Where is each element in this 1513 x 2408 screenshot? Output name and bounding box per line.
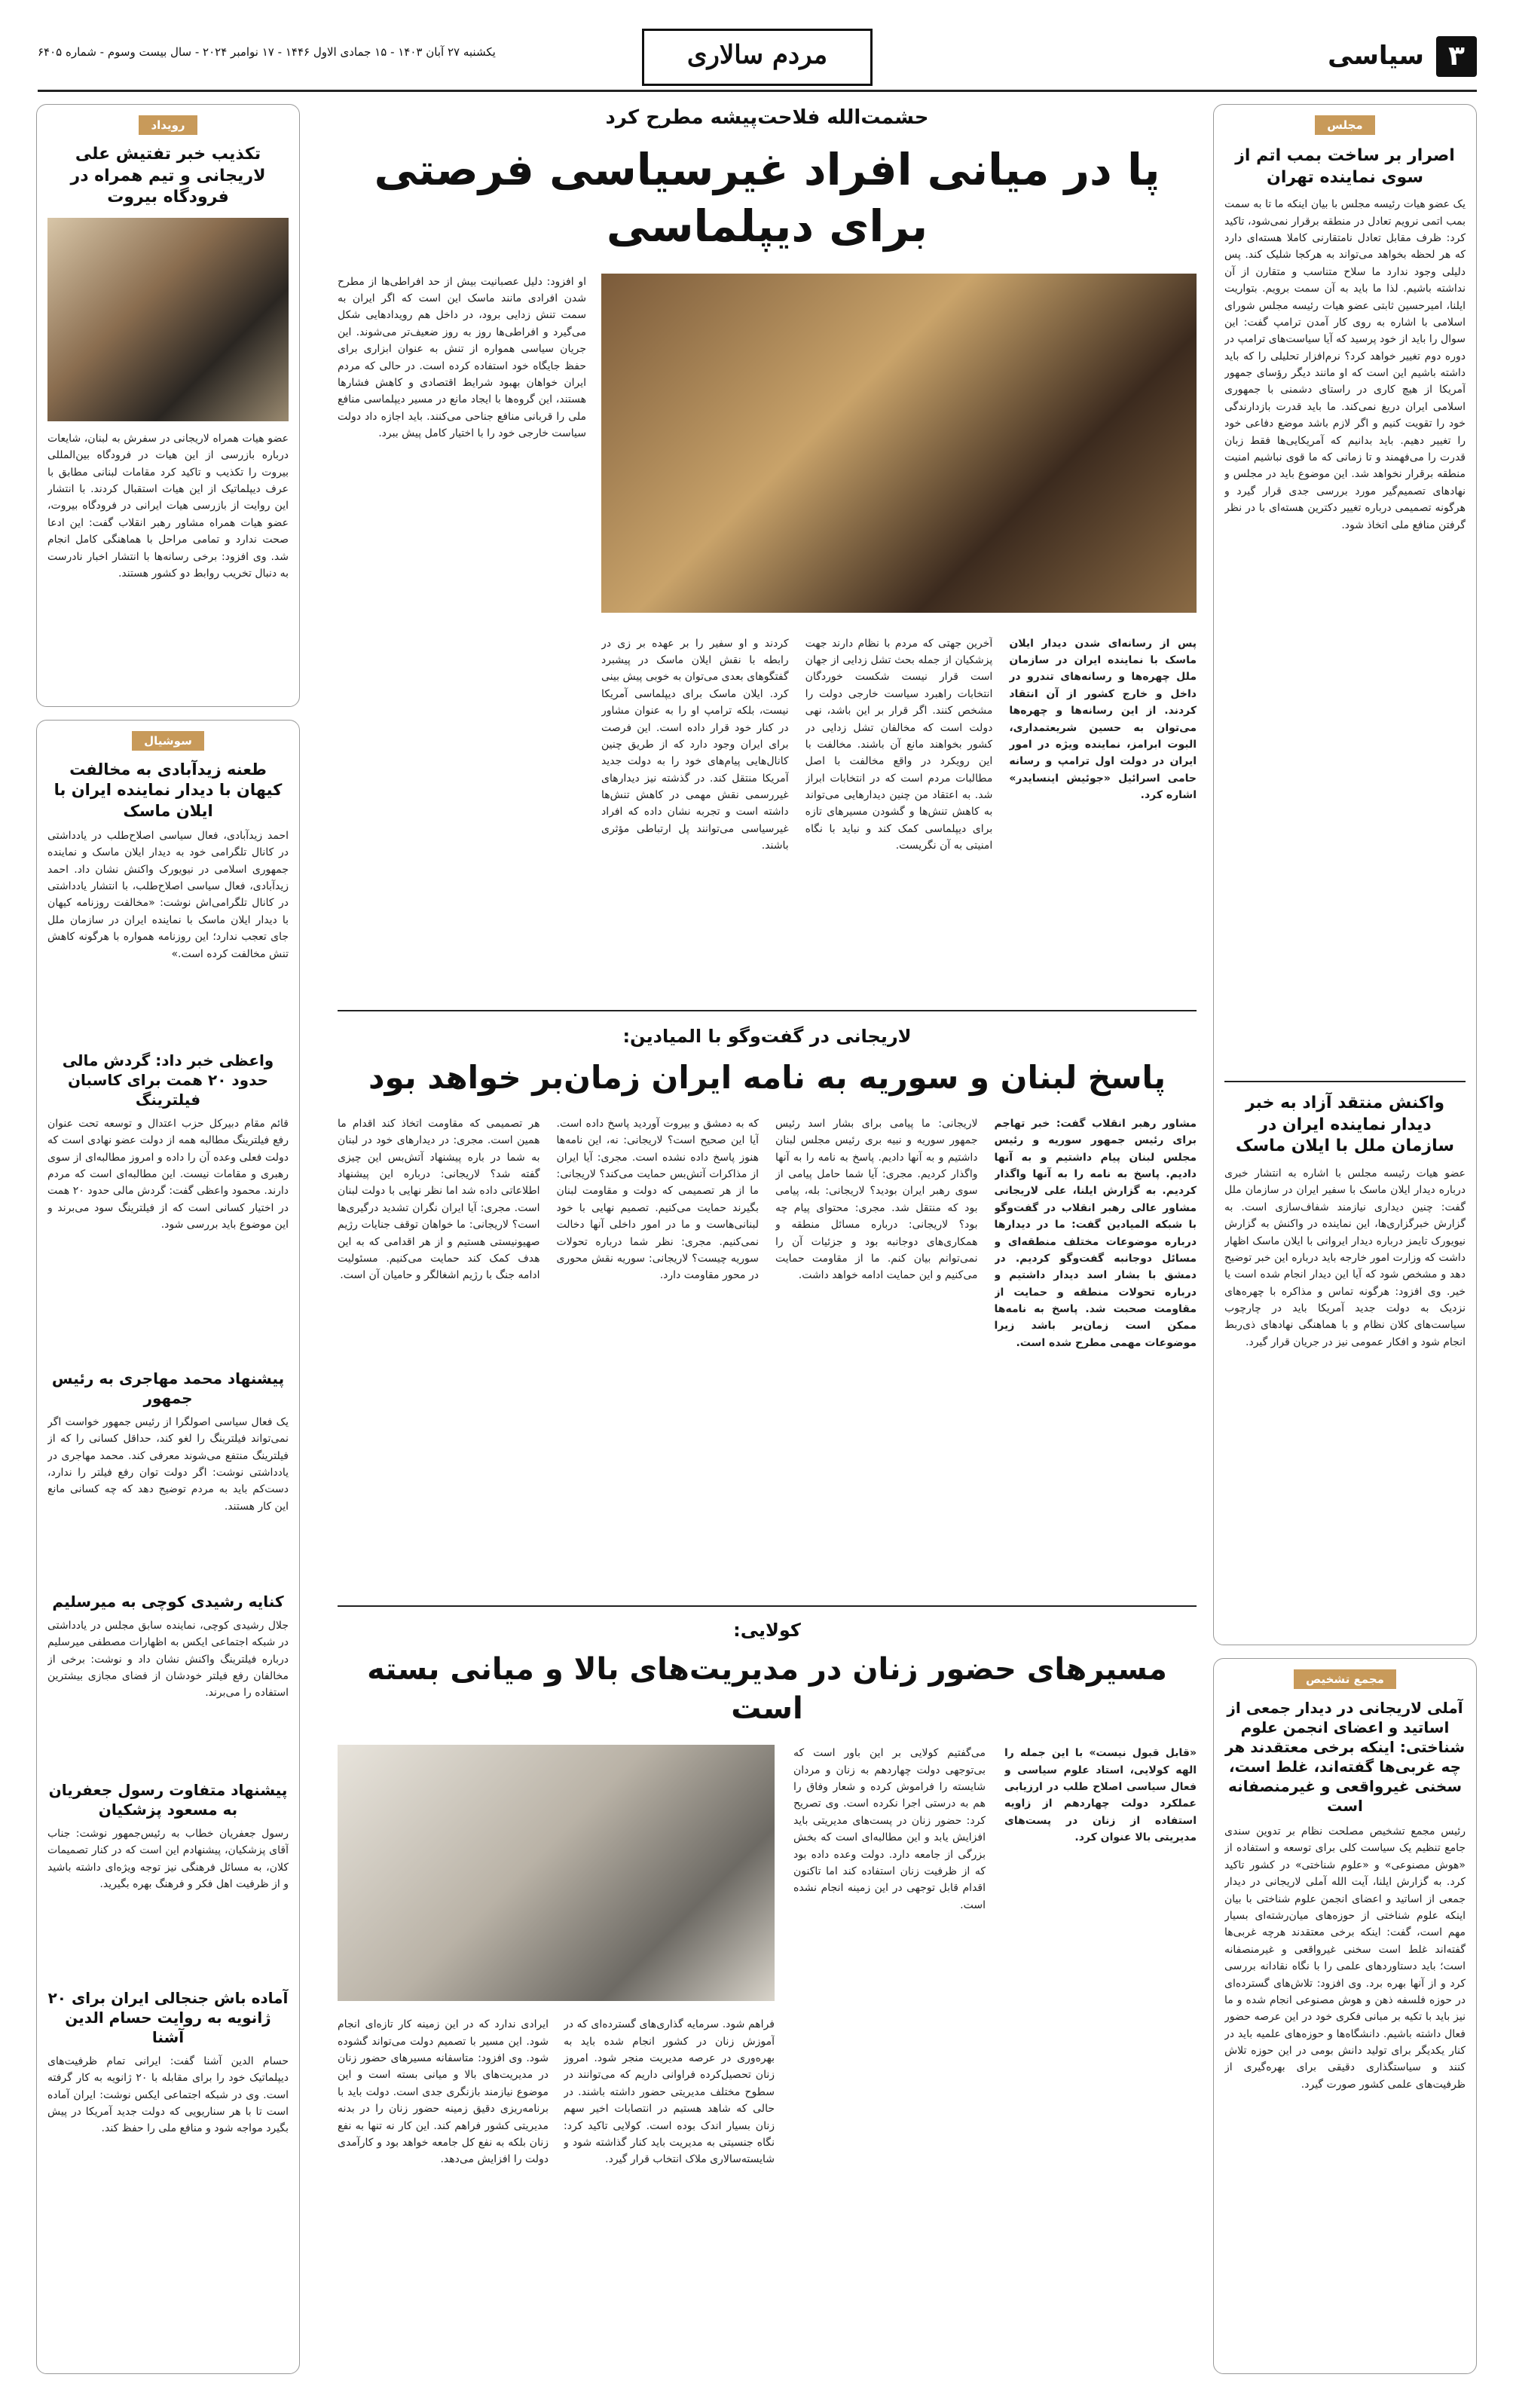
article-title: تکذیب خبر تفتیش علی لاریجانی و تیم همراه در فرودگاه بیروت (70, 145, 266, 207)
article-body: رئیس مجمع تشخیص مصلحت نظام بر تدوین سندی جامع تنظیم یک سیاست کلی برای توسعه و استفاده از «هوش مصنوعی» و «علوم شناختی» در کشور تاکید کرد. به گزارش ایلنا، آیت الله آملی لاریجانی در دیدار جمعی از اساتید و اعضای انجمن علوم شناختی با بیان اینکه علوم شناختی از حوزه‌های میان‌رشته‌ای بسیار مهم است، گفت: اینکه برخی معتقدند هرچه غربی‌ها گفته‌اند غلط است سخنی غیرواقعی و غیرمنصفانه است؛ باید دستاوردهای علمی را با نگاه نقادانه بررسی کرد و از آنها بهره برد. وی افزود: تلاش‌های گسترده‌ای در حوزه فلسفه ذهن و هوش مصنوعی انجام شده و ما نیز باید با تکیه بر مبانی فکری خود در این عرصه حضور فعال داشته باشیم. دانشگاه‌ها و حوزه‌های علمیه باید در کنار یکدیگر برای تولید دانش بومی در این حوزه تلاش کنند و سیاستگذاری دقیقی برای بهره‌گیری از ظرفیت‌های علمی کشور صورت گیرد. (1224, 1825, 1466, 2091)
article-body: عضو هیات همراه لاریجانی در سفرش به لبنان، شایعات درباره بازرسی از این هیات در فرودگاه بین‌المللی بیروت را تکذیب و تاکید کرد مقامات لبنانی مطابق با عرف دیپلماتیک از این هیات استقبال کردند. با انتشار این روایت از بازرسی هیات ایرانی در فرودگاه بیروت، عضو هیات همراه مشاور رهبر انقلاب گفت: این ادعا صحت ندارد و تمامی مراحل با هماهنگی کامل انجام شد. وی افزود: برخی رسانه‌ها با انتشار اخبار نادرست به دنبال تخریب روابط دو کشور هستند. (47, 432, 289, 580)
story-column: هر تصمیمی که مقاومت اتخاذ کند اقدام ما همین است. مجری: در دیدارهای خود در لبنان به شما در باره پیشنهاد آتش‌بس این چیزی گفته شد؟ لاریجانی: درباره این پیشنهاد اطلاعاتی داده شد اما نظر نهایی با دولت لبنان است. مجری: آیا ایران نگران تشدید درگیری‌ها است؟ لاریجانی: ما خواهان توقف جنایات رژیم صهیونیستی هستیم و از هر اقدامی که به این هدف کمک کند حمایت می‌کنیم. مسئولیت ادامه جنگ با رژیم اشغالگر و حامیان آن است. (338, 1117, 540, 1282)
story-headline: پاسخ لبنان و سوریه به نامه ایران زمان‌بر خواهد بود (368, 1059, 1166, 1097)
article-title: اصرار بر ساخت بمب اتم از سوی نماینده تهران (1235, 146, 1455, 187)
section-name: سیاسی (1328, 41, 1424, 71)
story-headline: پا در میانی افراد غیرسیاسی فرصتی برای دیپلماسی (374, 143, 1160, 252)
right-column-box (1213, 104, 1477, 1645)
mid-story (338, 1010, 1197, 1598)
story-kicker: حشمت‌الله فلاحت‌پیشه مطرح کرد (605, 106, 929, 129)
story-headline: مسیرهای حضور زنان در مدیریت‌های بالا و میانی بسته است (367, 1652, 1167, 1727)
page-number: ۳ (1436, 36, 1477, 77)
story-lead: پس از رسانه‌ای شدن دیدار ایلان ماسک با نماینده ایران در سازمان ملل چهره‌ها و رسانه‌های تندرو در داخل و خارج کشور از آن انتقاد کردند. از این رسانه‌ها و چهره‌ها می‌توان به حسین شریعتمداری، البوت ابرامز، نماینده ویژه در امور ایران در دولت اول ترامپ و رسانه حامی اسرائیل «جوئیش اینسایدر» اشاره کرد. (1009, 637, 1197, 802)
story-lead: «قابل قبول نیست» با این جمله را الهه کولایی، استاد علوم سیاسی و فعال سیاسی اصلاح طلب در ارزیابی عملکرد دولت چهاردهم از زاویه استفاده از زنان در پست‌های مدیریتی بالا عنوان کرد. (1004, 1747, 1197, 1844)
story-column: می‌گفتیم کولایی بر این باور است که بی‌توجهی دولت چهاردهم به زنان و مردان شایسته را فراموش کرده و شعار وفاق را هم به درستی اجرا نکرده است. وی تصریح کرد: حضور زنان در پست‌های مدیریتی باید افزایش یابد و این مطالبه‌ای است که بخش بزرگی از جامعه دارد. دولت وعده داده بود که از ظرفیت زنان استفاده کند اما تاکنون اقدام قابل توجهی در این زمینه انجام نشده است. (793, 1747, 986, 1911)
story-kicker: کولایی: (733, 1620, 801, 1641)
sub-title: کنایه رشیدی کوچی به میرسلیم (52, 1592, 284, 1611)
sub-body: حسام الدین آشنا گفت: ایرانی تمام ظرفیت‌های دیپلماتیک خود را برای مقابله با ۲۰ ژانویه به کار گرفته است. وی در شبکه اجتماعی ایکس نوشت: ایران آماده است تا با هر سناریویی که دولت جدید آمریکا در پیش بگیرد مواجه شود و منافع ملی را حفظ کند. (47, 2055, 289, 2135)
article-photo (47, 218, 289, 421)
sub-title: واعظی خبر داد: گردش مالی حدود ۲۰ همت برای کاسبان فیلترینگ (62, 1051, 274, 1109)
right-column-box-2 (1213, 1658, 1477, 2374)
story-column: فراهم شود. سرمایه گذاری‌های گسترده‌ای که در آموزش زنان در کشور انجام شده باید به بهره‌وری در عرصه مدیریت منجر شود. امروز زنان تحصیل‌کرده فراوانی داریم که می‌توانند در سطوح مختلف مدیریتی حضور داشته باشند. در حالی که شاهد هستیم در انتصابات اخیر سهم زنان بسیار اندک بوده است. کولایی تاکید کرد: نگاه جنسیتی به مدیریت باید کنار گذاشته شود و شایسته‌سالاری ملاک انتخاب قرار گیرد. (564, 2018, 775, 2166)
story-kicker: لاریجانی در گفت‌وگو با المیادین: (622, 1026, 912, 1047)
sub-body: رسول جعفریان خطاب به رئیس‌جمهور نوشت: جناب آقای پزشکیان، پیشنهادم این است که در کنار تصمیمات کلان، به مسائل فرهنگی نیز توجه ویژه‌ای داشته باشید و از ظرفیت اهل فکر و فرهنگ بهره بگیرید. (47, 1827, 289, 1891)
story-column: مشاور رهبر انقلاب گفت: خبر تهاجم برای رئیس جمهور سوریه و رئیس مجلس لبنان پیام داشتیم و به آنها دادیم. پاسخ به نامه را به آنها واگذار کردیم. به گزارش ایلنا، علی لاریجانی مشاور عالی رهبر انقلاب در گفت‌وگو با شبکه المیادین گفت: ما در دیدارها درباره موضوعات مختلف منطقه‌ای و مسائل دوجانبه گفت‌وگو کردیم. در دمشق با بشار اسد دیدار داشتیم و درباره تحولات منطقه و حمایت از مقاومت صحبت شد. پاسخ به نامه‌ها ممکن است زمان‌بر باشد زیرا موضوعات مهمی مطرح شده است. (994, 1117, 1197, 1349)
section-tag: مجلس (1315, 115, 1374, 135)
page-header (38, 23, 1477, 92)
story-photo (338, 1745, 775, 2001)
sub-title: پیشنهاد متفاوت رسول جعفریان به مسعود پزشکیان (48, 1780, 288, 1819)
article-title: آملی لاریجانی در دیدار جمعی از اساتید و اعضای انجمن علوم شناختی: اینکه برخی معتقدند هر چه غربی‌ها گفته‌اند، غلط است، سخنی غیرواقعی و غیرمنصفانه است (1224, 1699, 1466, 1815)
section-tag: رویداد (139, 115, 197, 135)
sub-body: جلال رشیدی کوچی، نماینده سابق مجلس در یادداشتی در شبکه اجتماعی ایکس به اظهارات مصطفی میرسلیم درباره فیلترینگ واکنش نشان داد و نوشت: برخی از مخالفان رفع فیلتر خودشان از فضای مجازی بیشترین استفاده را می‌برند. (47, 1619, 289, 1700)
sub-title: پیشنهاد محمد مهاجری به رئیس جمهور (51, 1369, 285, 1407)
story-column: آخرین جهتی که مردم با نظام دارند جهت پزشکیان از جمله بحث تشل زدایی از جهان است قرار نیست شکست خوردگان انتخابات راهبرد سیاست خارجی دولت را مشخص کنند. اگر قرار بر این باشد، نهی دولت است که مخالفان تشل زدایی در کشور بخواهند مانع آن باشند. مخالفت با این رویکرد در واقع مخالفت با اصل مطالبات مردم است که در انتخابات ابراز شد. به اعتقاد من چنین دیدارهایی می‌تواند به کاهش تنش‌ها و گشودن مسیرهای تازه برای دیپلماسی کمک کند و نباید با نگاه امنیتی به آن نگریست. (805, 637, 993, 852)
sub-title: آماده باش جنجالی ایران برای ۲۰ ژانویه به روایت حسام الدین آشنا (47, 1988, 289, 2046)
top-story (338, 106, 1197, 1002)
left-column-box (36, 104, 300, 707)
story-column: ایرادی ندارد که در این زمینه کار تازه‌ای انجام شود. این مسیر با تصمیم دولت می‌تواند گشوده شود. وی افزود: متاسفانه مسیرهای حضور زنان در مدیریت‌های بالا و میانی بسته است و این موضوع نیازمند بازنگری جدی است. دولت باید با برنامه‌ریزی دقیق زمینه حضور زنان را در بدنه مدیریتی کشور فراهم کند. این کار نه تنها به نفع زنان بلکه به نفع کل جامعه خواهد بود و کارآمدی دولت را افزایش می‌دهد. (338, 2018, 549, 2166)
article-body: یک عضو هیات رئیسه مجلس با بیان اینکه ما تا به سمت بمب اتمی نرویم تعادل در منطقه برقرار نمی‌شود، تاکید کرد: ظرف مقابل تعادل نامتقارنی کاملا هسته‌ای دارد که هر لحظه بخواهد می‌تواند به هرکجا شلیک کند. پس دلیلی وجود ندارد ما سلاح متناسب و متقارن از آن نداشته باشیم. لذا ما باید به آن سمت برویم. بتواریت ایلنا، امیرحسین ثابتی عضو هیات رئیسه مجلس شورای اسلامی با اشاره به روی کار آمدن ترامپ گفت: این سوال را باید از خود پرسید که آیا سیاست‌های ترامپ در دوره دوم تغییر خواهد کرد؟ نرم‌افزار تحلیلی را که باید داشته باشیم این است که او مانند دیگر رؤسای جمهور آمریکا از هیچ کاری در راستای دشمنی با جمهوری اسلامی ایران دریغ نمی‌کند. ما باید قدرت بازدارندگی خود را تقویت کنیم و اگر لازم باشد موضع دفاعی خود را تغییر دهیم. باید بدانیم که آمریکایی‌ها فقط زبان قدرت را می‌فهمند و تا زمانی که ما قوی نباشیم امنیت منطقه برقرار نخواهد شد. این موضوع باید در مجلس و نهادهای تصمیم‌گیر مورد بررسی جدی قرار گیرد و هرگونه تصمیمی درباره تغییر دکترین هسته‌ای با در نظر گرفتن منافع ملی اتخاذ شود. (1224, 198, 1466, 531)
section-tag: سوشیال (132, 731, 204, 751)
article-title: طعنه زیدآبادی به مخالفت کیهان با دیدار نماینده ایران با ایلان ماسک (53, 760, 283, 820)
sub-body: یک فعال سیاسی اصولگرا از رئیس جمهور خواست اگر نمی‌تواند فیلترینگ را لغو کند، حداقل کسانی را که از فیلترینگ منتفع می‌شوند معرفی کند. محمد مهاجری در یادداشتی نوشت: اگر دولت توان رفع فیلتر را ندارد، دست‌کم باید به مردم توضیح دهد که چه کسانی مانع این کار هستند. (47, 1415, 289, 1513)
article-body: عضو هیات رئیسه مجلس با اشاره به انتشار خبری درباره دیدار ایلان ماسک با سفیر ایران در سازمان ملل گفت: چنین دیداری نیازمند شفاف‌سازی است. به گزارش خبرگزاری‌ها، این نماینده در واکنش به گزارش نیویورک تایمز درباره دیدار ایروانی با ایلان ماسک اظهار داشت که وزارت امور خارجه باید درباره این خبر توضیح دهد و مشخص شود که آیا این دیدار انجام شده است یا خیر. وی افزود: هرگونه تماس و مذاکره با چهره‌های نزدیک به دولت جدید آمریکا باید در چارچوب سیاست‌های کلان نظام و با هماهنگی نهادهای ذی‌ربط انجام شود و افکار عمومی نیز در جریان قرار گیرد. (1224, 1167, 1466, 1348)
story-column: او افزود: دلیل عصبانیت بیش از حد افراطی‌ها از مطرح شدن افرادی مانند ماسک این است که اگر ایران به سمت تنش زدایی برود، در داخل هم رویدادهایی شکل می‌گیرد و افراطی‌ها روز به روز ضعیف‌تر می‌شوند. این جریان سیاسی همواره از تنش به عنوان ابزاری برای حفظ جایگاه خود استفاده کرده است. در حالی که مردم ایران خواهان بهبود شرایط اقتصادی و کاهش فشارها هستند، این گروه‌ها با ایجاد مانع در مسیر دیپلماسی منافع ملی را قربانی منافع جناحی می‌کنند. باید اجازه داد دولت سیاست خارجی خود را با اختیار کامل پیش ببرد. (338, 275, 586, 440)
newspaper-logo: مردم سالاری (642, 29, 873, 86)
sub-body: قائم مقام دبیرکل حزب اعتدال و توسعه تحت عنوان رفع فیلترینگ مطالبه همه از دولت عضو نهادی است که دولت فعلی وعده آن را داده و امروز مطالبه‌ای از سوی رهبری و مقامات نیست. این مطالبه‌ای است که مردم دارند. محمود واعظی گفت: گردش مالی حدود ۲۰ همت در اختیار کسانی است که از فیلترینگ سود می‌برند و این موضوع باید بررسی شود. (47, 1117, 289, 1232)
story-column: کردند و او سفیر را بر عهده بر زی در رابطه با نقش ایلان ماسک در پیشبرد گفتگوهای بعدی می‌توان به خوبی پیش بینی کرد. ایلان ماسک برای دیپلماسی آمریکا نیست، بلکه ترامپ او را به عنوان مشاور در کنار خود قرار داده است. این فرصت برای ایران وجود دارد که از طریق چنین کانال‌هایی پیام‌های خود را به دولت جدید آمریکا منتقل کند. در گذشته نیز دیدارهای غیررسمی نقش مهمی در کاهش تنش‌ها داشته است و تجربه نشان داده که افراد غیرسیاسی می‌توانند پل ارتباطی مؤثری باشند. (601, 637, 789, 852)
story-photo (601, 274, 1197, 613)
date-line: یکشنبه ۲۷ آبان ۱۴۰۳ - ۱۵ جمادی الاول ۱۴۴۶ - ۱۷ نوامبر ۲۰۲۴ - سال بیست وسوم - شماره ۶۴۰۵ (38, 45, 496, 59)
section-tag: مجمع تشخیص (1294, 1669, 1396, 1689)
article-title: واکنش منتقد آزاد به خبر دیدار نماینده ایران در سازمان ملل با ایلان ماسک (1236, 1094, 1454, 1156)
story-column: که به دمشق و بیروت آوردید پاسخ داده است. آیا این صحیح است؟ لاریجانی: نه، این نامه‌ها هنوز پاسخ داده نشده است. مجری: آیا ایران از مذاکرات آتش‌بس حمایت می‌کند؟ لاریجانی: ما از هر تصمیمی که دولت و مقاومت لبنان بگیرند حمایت می‌کنیم. تصمیم نهایی با خود لبنانی‌هاست و ما در امور داخلی آنها دخالت نمی‌کنیم. مجری: نظر شما درباره تحولات سوریه چیست؟ لاریجانی: سوریه نقش محوری در محور مقاومت دارد. (556, 1117, 759, 1282)
article-body: احمد زیدآبادی، فعال سیاسی اصلاح‌طلب در یادداشتی در کانال تلگرامی خود به دیدار ایلان ماسک و نماینده جمهوری اسلامی در نیویورک واکنش نشان داد. احمد زیدآبادی، فعال سیاسی اصلاح‌طلب، با انتشار یادداشتی در کانال تلگرامی‌اش نوشت: «مخالفت روزنامه کیهان با دیدار ایلان ماسک با نماینده ایران در سازمان ملل جای تعجب ندارد؛ این روزنامه همواره با هرگونه کاهش تنش مخالفت کرده است.» (47, 829, 289, 960)
left-column-box-2 (36, 720, 300, 2374)
bottom-story (338, 1605, 1197, 2374)
story-column: لاریجانی: ما پیامی برای بشار اسد رئیس جمهور سوریه و نبیه بری رئیس مجلس لبنان داشتیم و به آنها دادیم. پاسخ به نامه را به آنها واگذار کردیم. مجری: آیا شما حامل پیامی از سوی رهبر ایران بودید؟ لاریجانی: بله، پیامی بود که منتقل شد. مجری: محتوای پیام چه بود؟ لاریجانی: درباره مسائل منطقه و همکاری‌های دوجانبه بود و جزئیات آن را نمی‌توانم بیان کنم. ما از مقاومت حمایت می‌کنیم و این حمایت ادامه خواهد داشت. (775, 1117, 978, 1282)
